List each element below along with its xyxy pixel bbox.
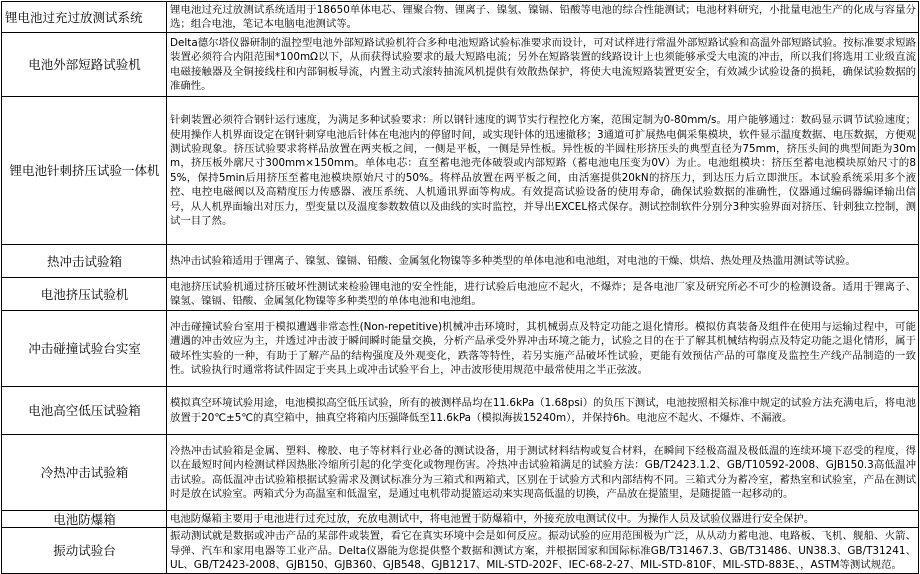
table-row <box>2 96 919 244</box>
equipment-description: 电池挤压试验机通过挤压破坏性测试来检验锂电池的安全性能，进行试验后电池应不起火，不爆炸；是各电池厂家及研究所必不可少的检测设备。适用于锂离子、镍氢、镍镉、铅酸、金属氢化物镍等多种类型的单体电池和电池组。 <box>167 277 919 310</box>
equipment-description: 冲击碰撞试验台室用于模拟遭遇非常态性(Non-repetitive)机械冲击环境时，其机械弱点及特定功能之退化情形。模拟仿真装备及组件在使用与运输过程中，可能遭遇的冲击效应为主，并透过冲击波于瞬间瞬时能量交换，分析产品承受外界冲击环境之能力，试验之目的在于了解其机械结构弱点及特定功能之退化情形，属于破坏性实验的一种，有助于了解产品的结构强度及外观变化，跌落等特性，若另实施产品破坏性试验，更能有效预估产品的可靠度及监控生产线产品制造的一致性。试验执行时通常将试件固定于夹具上或冲击试验平台上，冲击波形使用规范中最常使用之半正弦波。 <box>167 310 919 386</box>
table-row <box>2 32 919 96</box>
equipment-description: 锂电池过充过放测试系统适用于18650单体电芯、锂聚合物、锂离子、镍氢、镍镉、铅酸等电池的综合性能测试；电池材料研究，小批量电池生产的化成与容量分选；组合电池，笔记本电脑电池测试等。 <box>167 2 919 33</box>
equipment-name: 热冲击试验箱 <box>2 244 167 277</box>
equipment-description: 模拟真空环境试验用途，电池模拟高空低压试验，所有的被测样品均在11.6kPa（1.68psi）的负压下测试，电池按照相关标准中规定的试验方法充满电后，将电池放置于20℃±5℃的真空箱中，抽真空将箱内压强降低至11.6kPa（模拟海拔15240m），并保持6h。电池应不起火、不爆炸、不漏液。 <box>167 386 919 434</box>
equipment-name: 锂电池针刺挤压试验一体机 <box>2 96 167 244</box>
equipment-name: 电池挤压试验机 <box>2 277 167 310</box>
equipment-name: 电池外部短路试验机 <box>2 32 167 96</box>
table-row <box>2 2 919 33</box>
equipment-name: 冷热冲击试验箱 <box>2 434 167 510</box>
table-row <box>2 244 919 277</box>
equipment-description: 电池防爆箱主要用于电池进行过充过放，充放电测试中，将电池置于防爆箱中，外接充放电测试仪中。为操作人员及试验仪器进行安全保护。 <box>167 510 919 527</box>
table-row <box>2 386 919 434</box>
equipment-name: 电池防爆箱 <box>2 510 167 527</box>
table-row <box>2 527 919 573</box>
table-row <box>2 277 919 310</box>
equipment-description: 振动测试就是数据或冲击产品的某部件或装置，看它在真实环境中会是如何反应。振动试验的应用范围极为广泛，从从动力蓄电池、电路板、飞机、舰船、火箭、导弹、汽车和家用电器等工业产品。Delta仪器能为您提供整个数据和测试方案，并根据国家和国际标准GB/T31467.3、GB/T31486、UN38.3、GB/T31241、UL、GB/T2423-2008、GJB150、GJB360、GJB548、GJB1217、MIL-STD-202F、IEC-68-2-27、MIL-STD-810F、MIL-STD-883E、，ASTM等测试规范。 <box>167 527 919 573</box>
equipment-name: 锂电池过充过放测试系统 <box>2 2 167 33</box>
equipment-name: 振动试验台 <box>2 527 167 573</box>
table-row <box>2 510 919 527</box>
equipment-name: 电池高空低压试验箱 <box>2 386 167 434</box>
table-row <box>2 434 919 510</box>
equipment-name: 冲击碰撞试验台实室 <box>2 310 167 386</box>
equipment-description: 冷热冲击试验箱是金属、塑料、橡胶、电子等材料行业必备的测试设备，用于测试材料结构或复合材料，在瞬间下经极高温及极低温的连续环境下忍受的程度，得以在最短时间内检测试样因热胀冷缩所引起的化学变化或物理伤害。冷热冲击试验箱满足的试验方法：GB/T2423.1.2、GB/T10592-2008、GJB150.3高低温冲击试验。高低温冲击试验箱根据试验需求及测试标准分为三箱式和两箱式，区别在于试验方式和内部结构不同。三箱式分为蓄冷室，蓄热室和试验室，产品在测试时是放在试验室。两箱式分为高温室和低温室，是通过电机带动提篮运动来实现高低温的切换，产品放在提篮里，是随提篮一起移动的。 <box>167 434 919 510</box>
test-equipment-table <box>1 1 919 574</box>
equipment-description: 针刺装置必须符合钢针运行速度，为满足多种试验要求：所以钢针速度的调节实行程控化方案，范围定制为0-80mm/s。用户能够通过：数码显示调节试验速度；使用操作人机界面设定在钢针刺穿电池后针体在电池内的停留时间，或实现针体的迅速撤移；3通道可扩展热电偶采集模块，软件显示温度数据、电压数据，方便观测试验现象。挤压试验要求将样品放置在两夹板之间，一侧是平板，一侧是异性板。异性板的半圆柱形挤压头的典型直径为75mm，挤压头间的典型间距为30mm，挤压板外廓尺寸300mm×150mm。单体电芯：直至蓄电池壳体破裂或内部短路（蓄电池电压变为0V）为止。电池组模块：挤压至蓄电池模块原始尺寸的85%，保持5min后用挤压至蓄电池模块原始尺寸的50%。将样品放置在两平板之间，由活塞提供20kN的挤压力，到达压力后立即泄压。本试验系统采用多个液控、电控电磁阀以及高精度压力传感器、液压系统、人机通讯界面等构成。有效提高试验设备的使用寿命，确保试验数据的准确性，仪器通过编码器编译输出信号，从人机界面输出对压力，型变量以及温度参数数值以及曲线的实时监控，并导出EXCEL格式保存。测试控制软件分别分3种实验界面对挤压、针刺独立控制，测试一目了然。 <box>167 96 919 244</box>
equipment-description: Delta德尔塔仪器研制的温控型电池外部短路试验机符合多种电池短路试验标准要求而设计，可对试样进行常温外部短路试验和高温外部短路试验。按标准要求短路装置必须符合内阻范围*100mΩ以下，从而获得试验要求的最大短路电流；另外在短路装置的线路设计上也须能够承受大电流的冲击，所以我们将选用工业级直流电磁接触器及全铜接线柱和内部铜板导流，内置主动式滚转抽流风机提供有效散热保护，将使大电流短路装置更安全，有效减少试验设备的损耗，确保试验数据的准确性。 <box>167 32 919 96</box>
equipment-description: 热冲击试验箱适用于锂离子、镍氢、镍镉、铅酸、金属氢化物镍等多种类型的单体电池和电池组，对电池的干燥、烘焙、热处理及热滥用测试等试验。 <box>167 244 919 277</box>
table-row <box>2 310 919 386</box>
